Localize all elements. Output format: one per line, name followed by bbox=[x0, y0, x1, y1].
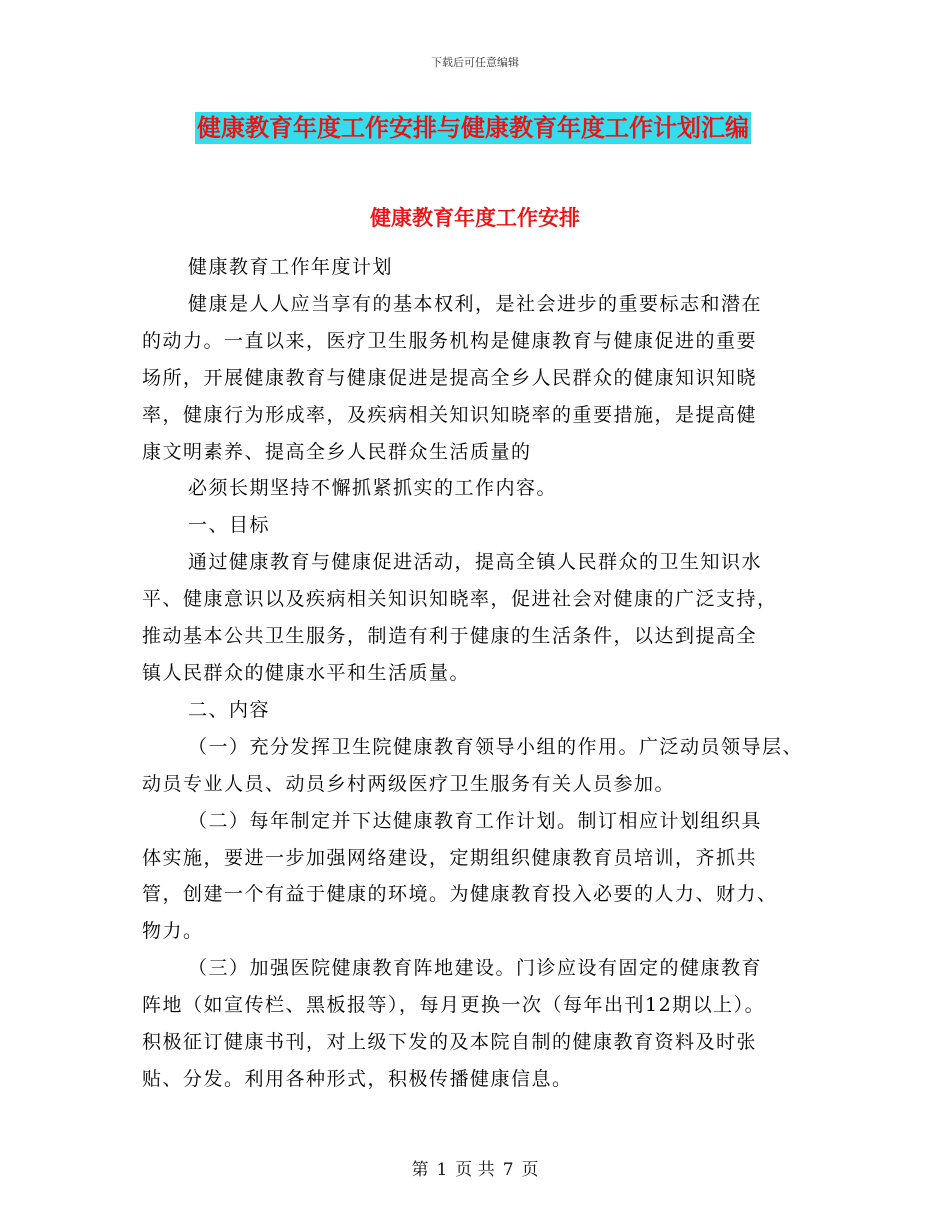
section-title: 健康教育年度工作安排 bbox=[370, 205, 580, 230]
paragraph-line: （一）充分发挥卫生院健康教育领导小组的作用。广泛动员领导层、 bbox=[188, 735, 804, 758]
current-page-number: 1 bbox=[436, 1160, 448, 1180]
paragraph-line: （三）加强医院健康教育阵地建设。门诊应设有固定的健康教育 bbox=[188, 957, 763, 980]
paragraph-line: 镇人民群众的健康水平和生活质量。 bbox=[142, 661, 471, 684]
paragraph-line: 推动基本公共卫生服务，制造有利于健康的生活条件，以达到提高全 bbox=[142, 625, 758, 648]
footer-prefix: 第 bbox=[411, 1160, 429, 1180]
paragraph-line: 健康是人人应当享有的基本权利，是社会进步的重要标志和潜在 bbox=[188, 292, 763, 315]
paragraph-line: 的动力。一直以来，医疗卫生服务机构是健康教育与健康促进的重要 bbox=[142, 329, 758, 352]
paragraph-line: 物力。 bbox=[142, 920, 204, 943]
document-title: 健康教育年度工作安排与健康教育年度工作计划汇编 bbox=[197, 113, 749, 142]
page-footer bbox=[0, 1155, 950, 1180]
paragraph-line: 二、内容 bbox=[188, 698, 271, 721]
paragraph-line: 积极征订健康书刊，对上级下发的及本院自制的健康教育资料及时张 bbox=[142, 1031, 758, 1054]
paragraph-line: 一、目标 bbox=[188, 514, 271, 537]
paragraph-line: （二）每年制定并下达健康教育工作计划。制订相应计划组织具 bbox=[188, 809, 763, 832]
paragraph-line: 康文明素养、提高全乡人民群众生活质量的 bbox=[142, 440, 532, 463]
footer-suffix: 页 bbox=[521, 1160, 539, 1180]
paragraph-line: 必须长期坚持不懈抓紧抓实的工作内容。 bbox=[188, 477, 558, 500]
paragraph-line: 平、健康意识以及疾病相关知识知晓率，促进社会对健康的广泛支持， bbox=[142, 588, 778, 611]
document-body bbox=[142, 249, 822, 1098]
footer-middle: 页 共 bbox=[455, 1160, 495, 1180]
paragraph-line: 健康教育工作年度计划 bbox=[188, 256, 394, 278]
paragraph-line: 率，健康行为形成率，及疾病相关知识知晓率的重要措施，是提高健 bbox=[142, 403, 758, 426]
total-pages-number: 7 bbox=[502, 1160, 514, 1180]
paragraph-line: 场所，开展健康教育与健康促进是提高全乡人民群众的健康知识知晓 bbox=[142, 366, 758, 389]
header-note: 下载后可任意编辑 bbox=[431, 56, 519, 69]
paragraph-line: 通过健康教育与健康促进活动，提高全镇人民群众的卫生知识水 bbox=[188, 551, 763, 574]
paragraph-line: 阵地（如宣传栏、黑板报等），每月更换一次（每年出刊12期以上）。 bbox=[142, 994, 766, 1017]
paragraph-line: 贴、分发。利用各种形式，积极传播健康信息。 bbox=[142, 1067, 573, 1090]
paragraph-line: 体实施，要进一步加强网络建设，定期组织健康教育员培训，齐抓共 bbox=[142, 846, 758, 869]
paragraph-line: 管，创建一个有益于健康的环境。为健康教育投入必要的人力、财力、 bbox=[142, 883, 778, 906]
paragraph-line: 动员专业人员、动员乡村两级医疗卫生服务有关人员参加。 bbox=[142, 772, 676, 795]
